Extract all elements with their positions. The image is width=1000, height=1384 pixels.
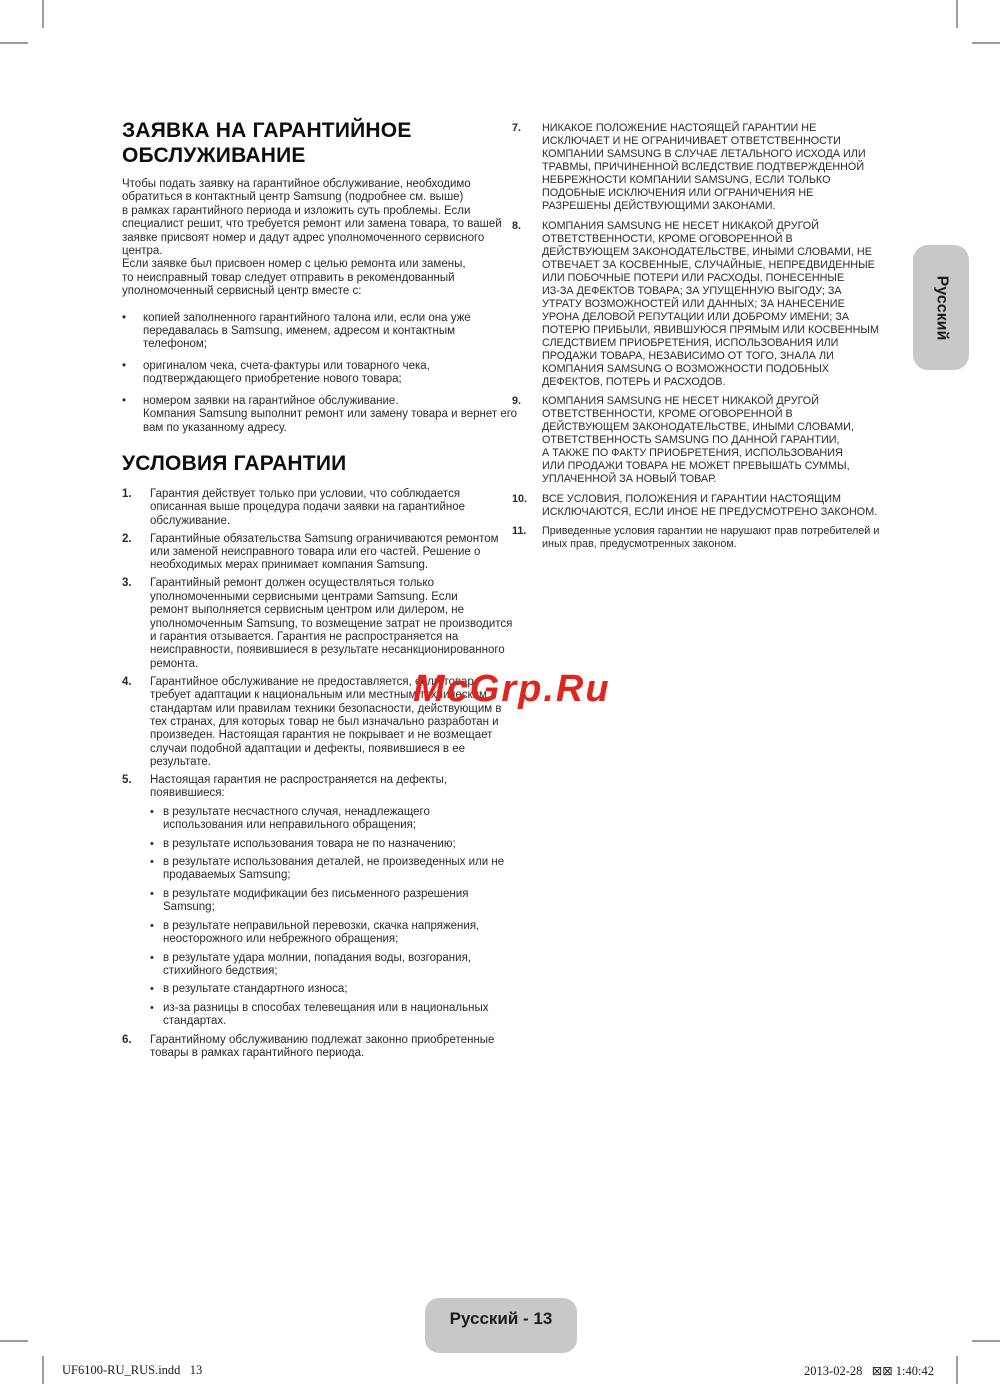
term-item [122,533,517,573]
left-column [122,118,517,1065]
watermark-text: McGrp.Ru [413,668,611,710]
crop-mark-top-left-v [42,0,44,28]
item-text: Гарантийный ремонт должен осуществляться только уполномоченными сервисными центрами Samsung. Если ремонт выполняется сервисным центром или дилером, не уполномоченным Samsung, то возмещение затрат не производится и гарантия отзывается. Гарантия не распространяется на неисправности, появившиеся в результате несанкционированного ремонта. [150,577,513,670]
bullet-icon: • [150,837,154,850]
bullet-icon: • [150,887,154,900]
item-number: 4. [122,675,132,688]
sub-bullet-text: в результате стандартного износа; [163,983,348,996]
crop-mark-top-right-h [972,42,1000,44]
right-column [512,122,912,558]
term-item [512,525,912,551]
term-item [512,220,912,389]
bullet-icon: • [150,951,154,964]
item-text: Приведенные условия гарантии не нарушают прав потребителей и иных прав, предусмотренных законом. [542,525,880,550]
warranty-request-intro: Чтобы подать заявку на гарантийное обслуживание, необходимо обратиться в контактный центр Samsung (подробнее см. выше) в рамках гарантийного периода и изложить суть проблемы. Если специалист решит, что требуется ремонт или замена товара, то вашей заявке присвоят номер и дадут адрес уполномоченного сервисного центра. [122,178,502,258]
list-item [122,360,517,387]
warranty-request-bullet-list [122,312,517,435]
sub-bullet-text: в результате использования товара не по назначению; [163,837,456,850]
bullet-icon: • [150,856,154,869]
item-text: Гарантийное обслуживание не предоставляется, если товар требует адаптации к национальным или местным техническим стандартам или правилам техники безопасности, действующим в тех странах, для которых товар не был изначально разработан и произведен. Настоящая гарантия не покрывает и не возмещает случаи подобной адаптации и дефекты, появившиеся в ее результате. [150,675,502,769]
sub-bullet-text: в результате несчастного случая, ненадлежащего использования или неправильного обращения; [163,805,430,832]
footer-filename: UF6100-RU_RUS.indd 13 [62,1363,203,1377]
item-body [150,774,504,1029]
sub-bullet-text: из-за разницы в способах телевещания или в национальных стандартах. [163,1001,489,1028]
language-side-tab-label: Русский [933,275,950,340]
list-item [150,806,504,833]
list-item [150,983,504,996]
item-number: 11. [512,525,527,537]
item-number: 10. [512,492,528,505]
warranty-terms-list-1-6 [122,488,517,1060]
bullet-icon: • [150,805,154,818]
bullet-icon: • [122,311,127,324]
bullet-icon: • [150,919,154,932]
crop-mark-bottom-left-h [0,1340,28,1342]
list-item [150,1002,504,1029]
term-item [512,122,912,213]
list-item [150,856,504,883]
crop-mark-bottom-right-v [956,1356,958,1384]
item-number: 5. [122,774,132,787]
language-side-tab [913,245,969,370]
term-item [122,1034,517,1061]
list-item [122,312,517,352]
crop-mark-top-left-h [0,42,28,44]
section-title-warranty-terms: УСЛОВИЯ ГАРАНТИИ [122,451,347,475]
item-number: 2. [122,532,132,545]
list-item [150,888,504,915]
crop-mark-bottom-left-v [42,1356,44,1384]
crop-mark-top-right-v [956,0,958,28]
sub-bullet-text: в результате неправильной перевозки, скачка напряжения, неосторожного или небрежного обращения; [163,919,480,946]
item-number: 9. [512,395,522,407]
item-text: Гарантийные обязательства Samsung ограничиваются ремонтом или заменой неисправного товара или его частей. Решение о необходимых мерах принимает компания Samsung. [150,532,499,572]
bullet-icon: • [150,983,154,996]
list-item [122,395,517,435]
defects-sub-list [150,806,504,1029]
bullet-text: номером заявки на гарантийное обслуживание. Компания Samsung выполнит ремонт или замену товара и вернет его вам по указанному адресу. [143,394,518,434]
page-number-tab [425,1298,577,1353]
item-number: 8. [512,219,522,232]
section-title-warranty-request: ЗАЯВКА НА ГАРАНТИЙНОЕ ОБСЛУЖИВАНИЕ [122,119,412,167]
item-number: 6. [122,1033,132,1046]
sub-bullet-text: в результате удара молнии, попадания воды, возгорания, стихийного бедствия; [163,951,471,977]
item-text: ВСЕ УСЛОВИЯ, ПОЛОЖЕНИЯ И ГАРАНТИИ НАСТОЯЩИМ ИСКЛЮЧАЮТСЯ, ЕСЛИ ИНОЕ НЕ ПРЕДУСМОТРЕНО ЗАКОНОМ. [542,492,878,518]
sub-bullet-text: в результате модификации без письменного разрешения Samsung; [163,887,469,914]
page-number-label: Русский - 13 [449,1309,553,1328]
list-item [150,952,504,979]
item-number: 1. [122,487,132,500]
item-text: Гарантия действует только при условии, что соблюдается описанная выше процедура подачи заявки на гарантийное обслуживание. [150,487,466,527]
footer-timestamp: 2013-02-28 ⊠⊠ 1:40:42 [804,1364,934,1378]
item-text: КОМПАНИЯ SAMSUNG НЕ НЕСЕТ НИКАКОЙ ДРУГОЙ ОТВЕТСТВЕННОСТИ, КРОМЕ ОГОВОРЕННОЙ В ДЕЙСТВУЮЩЕМ ЗАКОНОДАТЕЛЬСТВЕ, ИНЫМИ СЛОВАМИ, ОТВЕТСТВЕННОСТЬ SAMSUNG ПО ДАННОЙ ГАРАНТИИ, А ТАКЖЕ ПО ФАКТУ ПРИОБРЕТЕНИЯ, ИСПОЛЬЗОВАНИЯ ИЛИ ПРОДАЖИ ТОВАРА НЕ МОЖЕТ ПРЕВЫШАТЬ СУММЫ, УПЛАЧЕННОЙ ЗА НОВЫЙ ТОВАР. [542,395,854,485]
sub-bullet-text: в результате использования деталей, не произведенных или не продаваемых Samsung; [163,856,505,882]
bullet-text: копией заполненного гарантийного талона или, если она уже передавалась в Samsung, именем, адресом и контактным телефоном; [143,311,471,351]
bullet-text: оригиналом чека, счета-фактуры или товарного чека, подтверждающего приобретение нового товара; [143,359,430,386]
term-item [512,493,912,519]
warranty-request-intro2: Если заявке был присвоен номер с целью ремонта или замены, то неисправный товар следует отправить в рекомендованный уполномоченный сервисный центр вместе с: [122,258,466,298]
bullet-icon: • [150,1001,154,1014]
bullet-icon: • [122,359,127,372]
term-item [122,488,517,528]
bullet-icon: • [122,394,127,407]
item-text: КОМПАНИЯ SAMSUNG НЕ НЕСЕТ НИКАКОЙ ДРУГОЙ ОТВЕТСТВЕННОСТИ, КРОМЕ ОГОВОРЕННОЙ В ДЕЙСТВУЮЩЕМ ЗАКОНОДАТЕЛЬСТВЕ, ИНЫМИ СЛОВАМИ, НЕ ОТВЕЧАЕТ ЗА КОСВЕННЫЕ, СЛУЧАЙНЫЕ, НЕПРЕДВИДЕННЫЕ ИЛИ ПОБОЧНЫЕ ПОТЕРИ ИЛИ РАСХОДЫ, ПОНЕСЕННЫЕ ИЗ-ЗА ДЕФЕКТОВ ТОВАРА; ЗА УПУЩЕННУЮ ВЫГОДУ; ЗА УТРАТУ ВОЗМОЖНОСТЕЙ ИЛИ ДАННЫХ; ЗА НАНЕСЕНИЕ УРОНА ДЕЛОВОЙ РЕПУТАЦИИ ИЛИ ДОБРОМУ ИМЕНИ; ЗА ПОТЕРЮ ПРИБЫЛИ, ЯВИВШУЮСЯ ПРЯМЫМ ИЛИ КОСВЕННЫМ СЛЕДСТВИЕМ ПРИОБРЕТЕНИЯ, ИСПОЛЬЗОВАНИЯ ИЛИ ПРОДАЖИ ТОВАРА, НЕЗАВИСИМО ОТ ТОГО, ЗНАЛА ЛИ КОМПАНИЯ SAMSUNG О ВОЗМОЖНОСТИ ПОДОБНЫХ ДЕФЕКТОВ, ПОТЕРЬ И РАСХОДОВ. [542,219,879,388]
term-item [122,774,517,1029]
item-text: Гарантийному обслуживанию подлежат законно приобретенные товары в рамках гарантийного периода. [150,1033,495,1059]
item-number: 7. [512,122,522,134]
item-text: НИКАКОЕ ПОЛОЖЕНИЕ НАСТОЯЩЕЙ ГАРАНТИИ НЕ ИСКЛЮЧАЕТ И НЕ ОГРАНИЧИВАЕТ ОТВЕТСТВЕННОСТИ КОМПАНИИ SAMSUNG В СЛУЧАЕ ЛЕТАЛЬНОГО ИСХОДА ИЛИ ТРАВМЫ, ПРИЧИНЕННОЙ ВСЛЕДСТВИЕ ПОДТВЕРЖДЕННОЙ НЕБРЕЖНОСТИ КОМПАНИИ SAMSUNG, ЕСЛИ ТОЛЬКО ПОДОБНЫЕ ИСКЛЮЧЕНИЯ ИЛИ ОГРАНИЧЕНИЯ НЕ РАЗРЕШЕНЫ ДЕЙСТВУЮЩИМИ ЗАКОНАМИ. [542,122,866,212]
term-item [122,577,517,671]
item-text: Настоящая гарантия не распространяется на дефекты, появившиеся: [150,774,448,800]
item-number: 3. [122,577,132,590]
list-item [150,838,504,851]
list-item [150,920,504,947]
crop-mark-bottom-right-h [972,1340,1000,1342]
term-item [512,395,912,486]
